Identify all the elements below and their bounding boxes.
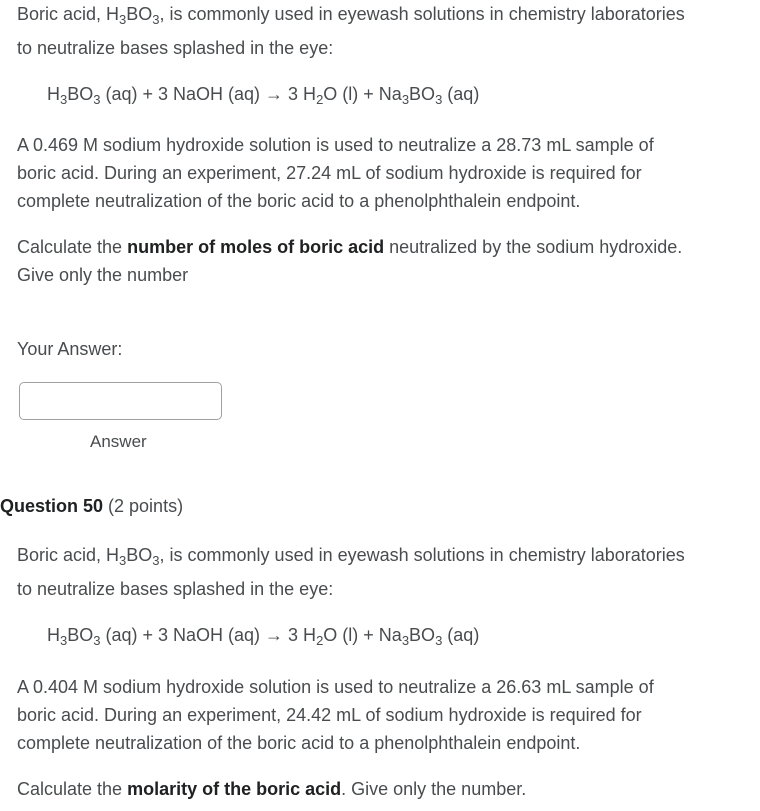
question-title: Question 50: [0, 496, 104, 516]
q49-intro-line-2: to neutralize bases splashed in the eye:: [17, 38, 334, 58]
your-answer-label: Your Answer:: [17, 339, 123, 359]
q50-description: A 0.404 M sodium hydroxide solution is used to neutralize a 26.63 mL sample of boric acid. During an experiment, 24.42 mL of sodium hydroxide is required for complete neutralization of the boric acid to a phenolphthalein endpoint.: [17, 677, 654, 753]
q49-intro: [17, 0, 747, 62]
q49-description: A 0.469 M sodium hydroxide solution is used to neutralize a 28.73 mL sample of boric acid. During an experiment, 27.24 mL of sodium hydroxide is required for complete neutralization of the boric acid to a phenolphthalein endpoint.: [17, 135, 654, 211]
q50-intro-line-1: Boric acid, $H_3BO_3$, is commonly used in eyewash solutions in chemistry laboratories: [17, 545, 685, 568]
question-points: (2 points): [103, 496, 184, 516]
question-header: [0, 492, 183, 520]
q50-prompt: Calculate the molarity of the boric acid. Give only the number.: [17, 779, 527, 799]
answer-input[interactable]: [19, 382, 222, 420]
q50-intro: [17, 541, 747, 603]
q50-intro-line-2: to neutralize bases splashed in the eye:: [17, 579, 334, 599]
q50-chemical-equation: $H_3BO_3$ (aq) + 3 NaOH (aq) → 3 $H_2O$ $(l) + Na_3BO_3$ (aq): [47, 625, 480, 648]
q49-prompt: Calculate the number of moles of boric acid neutralized by the sodium hydroxide. Give only the number: [17, 237, 683, 285]
q49-intro-line-1: Boric acid, $H_3BO_3$, is commonly used in eyewash solutions in chemistry laboratories: [17, 4, 685, 27]
answer-caption: Answer: [90, 432, 147, 451]
q49-chemical-equation: $H_3BO_3$ (aq) + 3 NaOH (aq) → 3 $H_2O$ $(l) + Na_3BO_3$ (aq): [47, 84, 480, 107]
